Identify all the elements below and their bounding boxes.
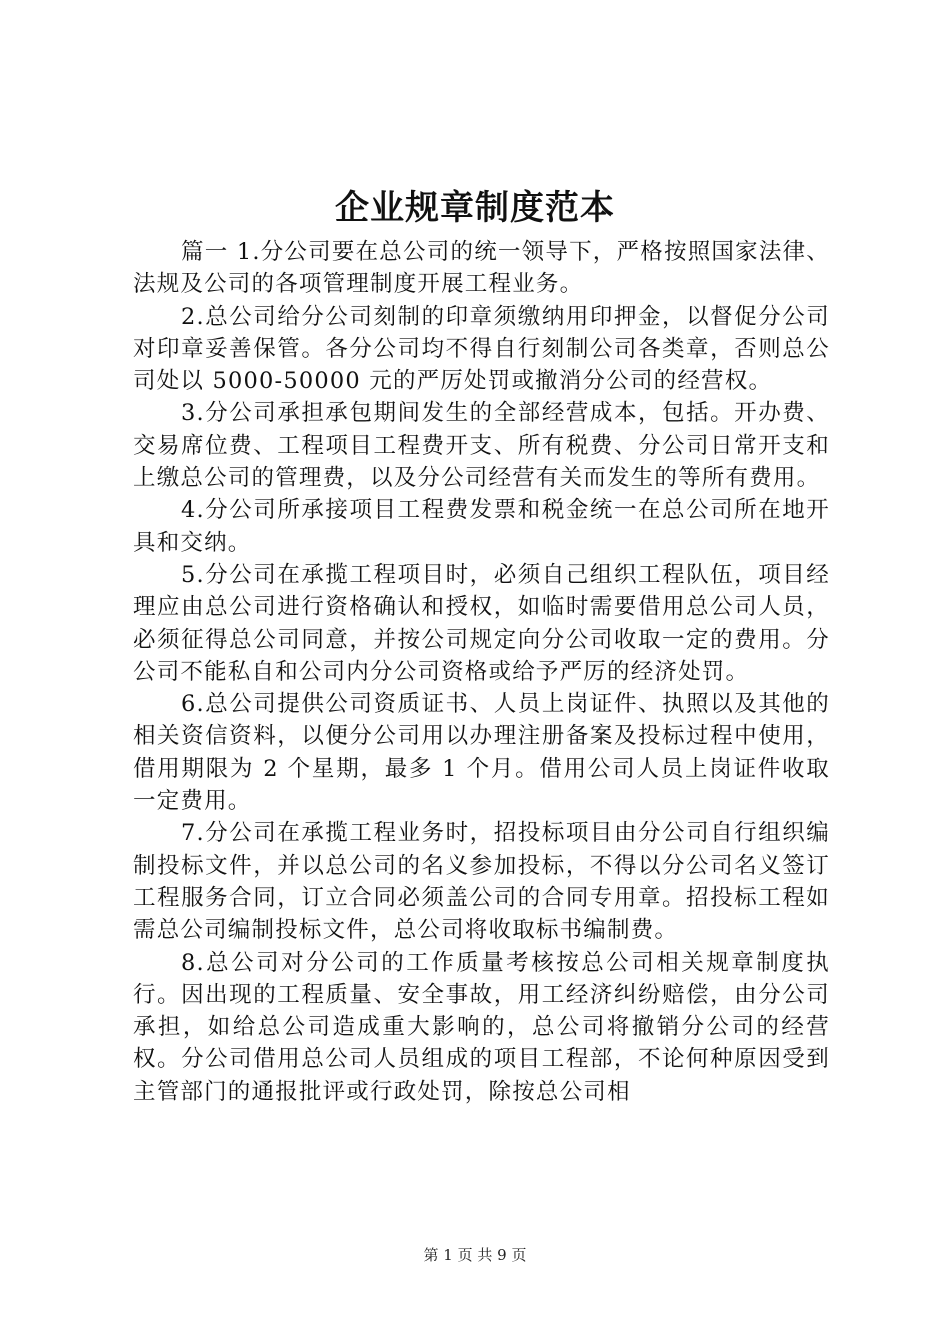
document-title: 企业规章制度范本 [335,188,615,228]
paragraph: 4.分公司所承接项目工程费发票和税金统一在总公司所在地开具和交纳。 [133,497,830,556]
paragraph: 8.总公司对分公司的工作质量考核按总公司相关规章制度执行。因出现的工程质量、安全事故，用工经济纠纷赔偿，由分公司承担，如给总公司造成重大影响的，总公司将撤销分公司的经营权。分公司借用总公司人员组成的项目工程部，不论何种原因受到主管部门的通报批评或行政处罚，除按总公司相 [133,949,830,1105]
paragraph: 6.总公司提供公司资质证书、人员上岗证件、执照以及其他的相关资信资料，以便分公司用以办理注册备案及投标过程中使用，借用期限为 2 个星期，最多 1 个月。借用公司人员上岗证件收取一定费用。 [133,691,830,815]
page-number-footer: 第 1 页 共 9 页 [423,1246,527,1264]
paragraph: 2.总公司给分公司刻制的印章须缴纳用印押金，以督促分公司对印章妥善保管。各分公司均不得自行刻制公司各类章，否则总公司处以 5000-50000 元的严厉处罚或撤消分公司的经营权。 [133,303,830,395]
paragraph: 7.分公司在承揽工程业务时，招投标项目由分公司自行组织编制投标文件，并以总公司的名义参加投标，不得以分公司名义签订工程服务合同，订立合同必须盖公司的合同专用章。招投标工程如需总公司编制投标文件，总公司将收取标书编制费。 [133,820,830,944]
paragraph: 5.分公司在承揽工程项目时，必须自己组织工程队伍，项目经理应由总公司进行资格确认和授权，如临时需要借用总公司人员，必须征得总公司同意，并按公司规定向分公司收取一定的费用。分公司不能私自和公司内分公司资格或给予严厉的经济处罚。 [133,561,830,685]
paragraph: 篇一 1.分公司要在总公司的统一领导下，严格按照国家法律、法规及公司的各项管理制度开展工程业务。 [133,239,830,298]
paragraph: 3.分公司承担承包期间发生的全部经营成本，包括。开办费、交易席位费、工程项目工程费开支、所有税费、分公司日常开支和上缴总公司的管理费，以及分公司经营有关而发生的等所有费用。 [133,400,830,492]
document-body [133,236,830,1108]
